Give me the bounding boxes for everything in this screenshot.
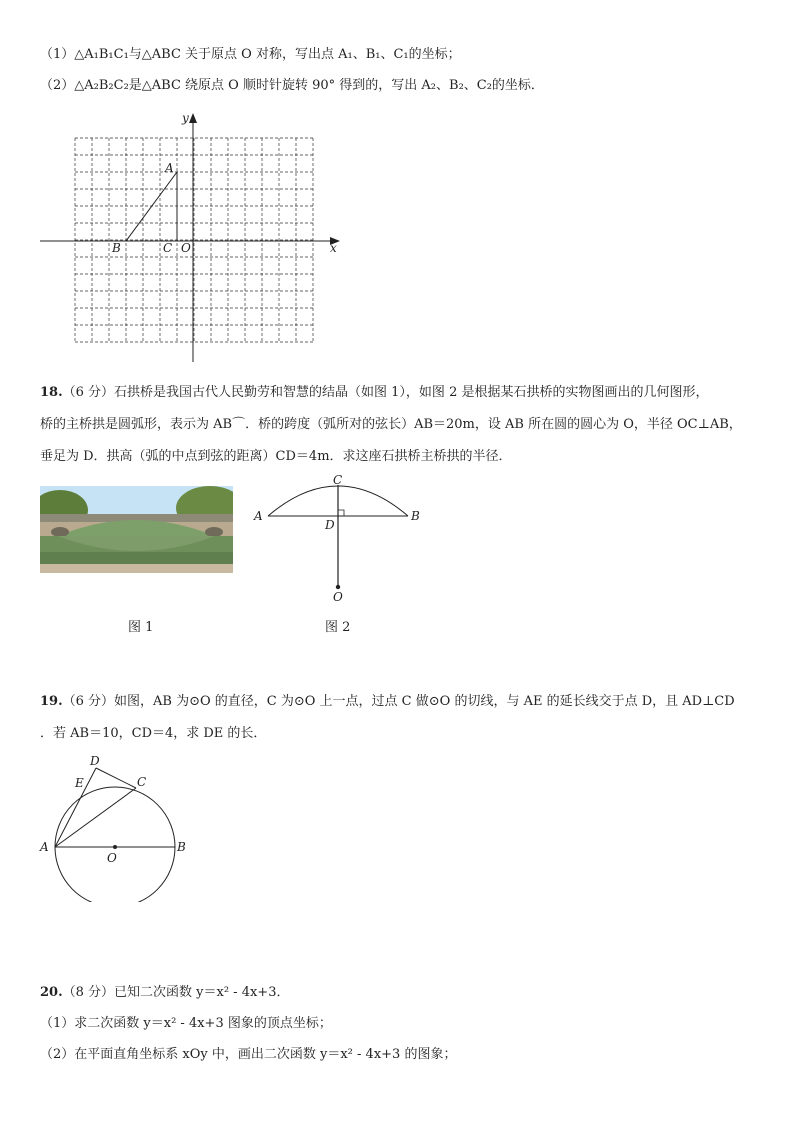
q20-number: 20.	[40, 985, 63, 1000]
q18-number: 18.	[40, 385, 63, 400]
q18-score: （6 分）	[62, 385, 115, 400]
q19-number: 19.	[40, 694, 63, 709]
label-b: B	[177, 840, 186, 854]
label-d: D	[325, 518, 335, 532]
q20-score: （8 分）	[62, 985, 115, 1000]
right-angle-mark	[338, 510, 344, 516]
q19-line1: 如图，AB 为⊙O 的直径，C 为⊙O 上一点，过点 C 做⊙O 的切线，与 AE 的延长线交于点 D，且 AD⊥CD	[114, 694, 735, 709]
label-b: B	[411, 509, 420, 523]
label-c: C	[163, 241, 173, 255]
q20-head	[40, 984, 289, 1002]
q18-line1: 石拱桥是我国古代人民勤劳和智慧的结晶（如图 1），如图 2 是根据某石拱桥的实物图画出的几何图形，	[114, 385, 709, 400]
q17-part2: （2）△A₂B₂C₂是△ABC 绕原点 O 顺时针旋转 90° 得到的，写出 A₂、B₂、C₂的坐标．	[40, 78, 544, 93]
center-dot	[113, 845, 117, 849]
q20-part2: （2）在平面直角坐标系 xOy 中，画出二次函数 y＝x² - 4x+3 的图象；	[40, 1047, 457, 1062]
label-o: O	[107, 851, 117, 865]
label-x: x	[330, 241, 337, 255]
line-ac	[55, 788, 136, 847]
q18-line3: 垂足为 D．拱高（弧的中点到弦的距离）CD＝4m．求这座石拱桥主桥拱的半径．	[40, 449, 512, 464]
label-y: y	[182, 111, 189, 125]
q19-line2: ．若 AB＝10，CD＝4，求 DE 的长．	[40, 726, 267, 741]
triangle-abc	[126, 172, 177, 241]
circle-o	[55, 787, 175, 902]
center-o-dot	[336, 585, 340, 589]
q19-score: （6 分）	[62, 694, 115, 709]
q19-circle-figure	[36, 752, 196, 902]
label-a: A	[254, 509, 263, 523]
label-c: C	[333, 473, 343, 487]
tangent-dc	[96, 768, 136, 788]
fig1-caption: 图 1	[128, 620, 154, 635]
q18-line2: 桥的主桥拱是圆弧形，表示为 AB⌒．桥的跨度（弧所对的弦长）AB＝20m，设 AB 所在圆的圆心为 O，半径 OC⊥AB，	[40, 417, 742, 432]
q18-arch-figure	[250, 468, 430, 608]
q20-part1: （1）求二次函数 y＝x² - 4x+3 图象的顶点坐标；	[40, 1016, 332, 1031]
y-axis-arrow	[189, 113, 197, 123]
q17-part1: （1）△A₁B₁C₁与△ABC 关于原点 O 对称，写出点 A₁、B₁、C₁的坐标；	[40, 47, 461, 62]
label-e: E	[75, 776, 84, 790]
label-c: C	[137, 775, 147, 789]
label-a: A	[40, 840, 49, 854]
q20-line1: 已知二次函数 y＝x² - 4x+3．	[114, 985, 290, 1000]
label-o: O	[181, 241, 191, 255]
label-o: O	[333, 590, 343, 604]
q19-text	[40, 686, 760, 750]
label-b: B	[112, 241, 121, 255]
label-a: A	[165, 161, 174, 175]
bridge-photo	[40, 486, 233, 573]
q18-text	[40, 377, 760, 473]
fig2-caption: 图 2	[325, 620, 351, 635]
label-d: D	[90, 754, 100, 768]
